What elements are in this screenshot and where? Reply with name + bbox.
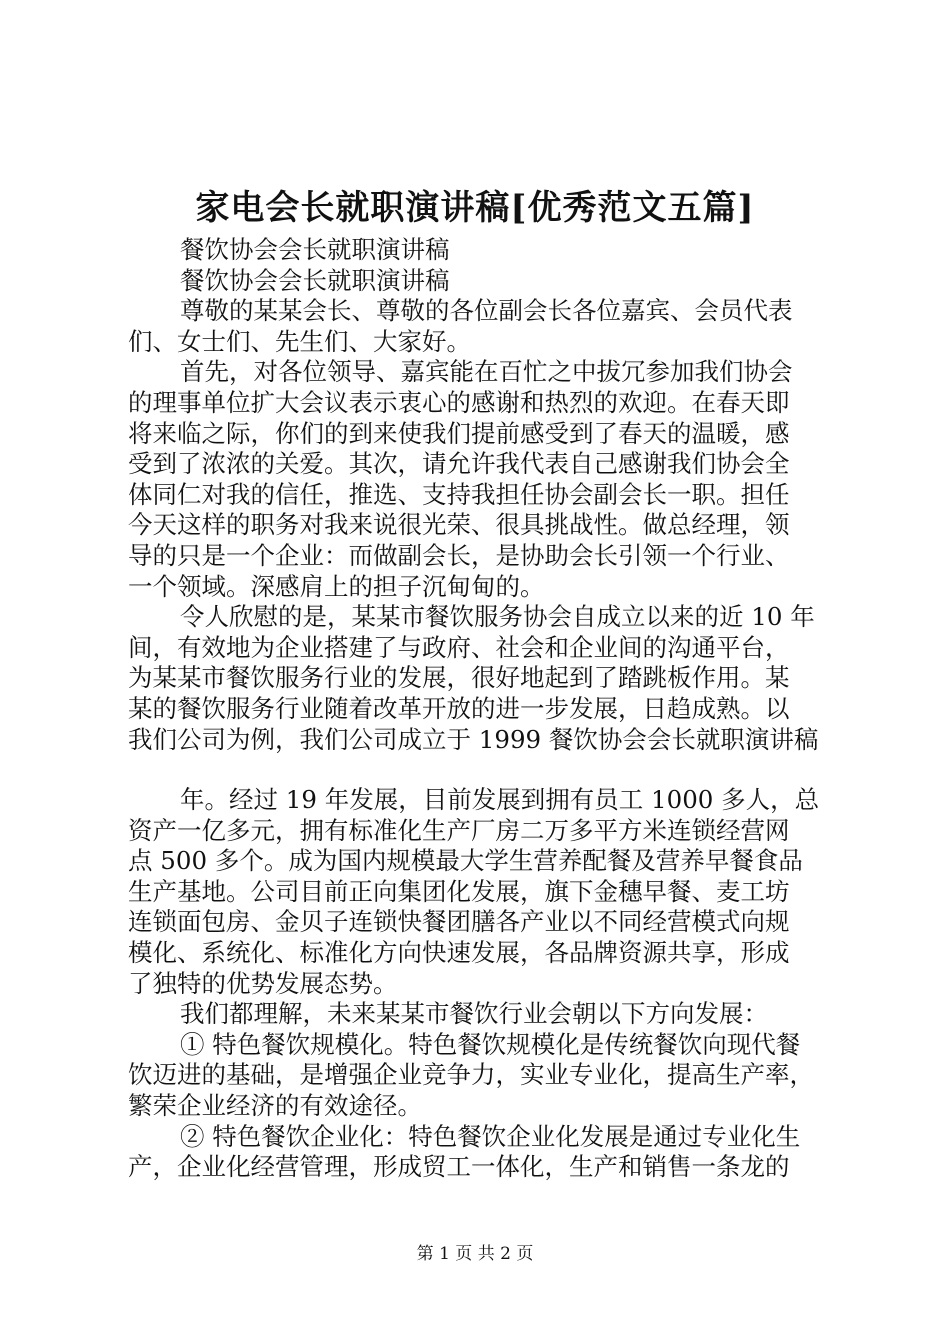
- text-line: 繁荣企业经济的有效途径。: [128, 1090, 422, 1120]
- text-line: 尊敬的某某会长、尊敬的各位副会长各位嘉宾、会员代表: [180, 296, 793, 326]
- text-line: 我们公司为例，我们公司成立于 1999 餐饮协会会长就职演讲稿: [128, 724, 819, 754]
- text-line: 模化、系统化、标准化方向快速发展，各品牌资源共享，形成: [128, 937, 790, 967]
- text-line: 产，企业化经营管理，形成贸工一体化，生产和销售一条龙的: [128, 1152, 790, 1182]
- text-line: 令人欣慰的是，某某市餐饮服务协会自成立以来的近 10 年: [180, 602, 815, 632]
- text-line: 导的只是一个企业：而做副会长，是协助会长引领一个行业、: [128, 540, 790, 570]
- text-line: 餐饮协会会长就职演讲稿: [180, 235, 450, 264]
- text-line: 了独特的优势发展态势。: [128, 968, 398, 998]
- text-line: 一个领域。深感肩上的担子沉甸甸的。: [128, 571, 545, 601]
- document-title: 家电会长就职演讲稿[优秀范文五篇]: [195, 188, 755, 228]
- body-text-block-2: [128, 785, 828, 1183]
- text-line: 首先，对各位领导、嘉宾能在百忙之中拔冗参加我们协会: [180, 357, 793, 387]
- text-line: 受到了浓浓的关爱。其次，请允许我代表自己感谢我们协会全: [128, 449, 790, 479]
- text-line: 连锁面包房、金贝子连锁快餐团膳各产业以不同经营模式向规: [128, 907, 790, 937]
- page-number-footer: 第 1 页 共 2 页: [416, 1244, 534, 1264]
- text-line: 生产基地。公司目前正向集团化发展，旗下金穗早餐、麦工坊: [128, 876, 790, 906]
- text-line: 间，有效地为企业搭建了与政府、社会和企业间的沟通平台，: [128, 632, 790, 662]
- text-line: 饮迈进的基础，是增强企业竞争力，实业专业化，提高生产率，: [128, 1060, 814, 1090]
- text-line: 们、女士们、先生们、大家好。: [128, 326, 471, 356]
- text-line: 体同仁对我的信任，推选、支持我担任协会副会长一职。担任: [128, 479, 790, 509]
- text-line: 某的餐饮服务行业随着改革开放的进一步发展，日趋成熟。以: [128, 693, 790, 723]
- text-line: 资产一亿多元，拥有标准化生产厂房二万多平方米连锁经营网: [128, 815, 790, 845]
- text-line: 为某某市餐饮服务行业的发展，很好地起到了踏跳板作用。某: [128, 663, 790, 693]
- text-line: 的理事单位扩大会议表示衷心的感谢和热烈的欢迎。在春天即: [128, 387, 790, 417]
- text-line: 年。经过 19 年发展，目前发展到拥有员工 1000 多人，总: [180, 785, 820, 814]
- text-line: 我们都理解，未来某某市餐饮行业会朝以下方向发展：: [180, 999, 768, 1029]
- text-line: 点 500 多个。成为国内规模最大学生营养配餐及营养早餐食品: [128, 846, 803, 876]
- text-line: ② 特色餐饮企业化：特色餐饮企业化发展是通过专业化生: [180, 1121, 801, 1151]
- text-line: 餐饮协会会长就职演讲稿: [180, 265, 450, 295]
- body-text-block-1: [128, 235, 828, 755]
- text-line: 今天这样的职务对我来说很光荣、很具挑战性。做总经理，领: [128, 510, 790, 540]
- text-line: 将来临之际，你们的到来使我们提前感受到了春天的温暖，感: [128, 418, 790, 448]
- text-line: ① 特色餐饮规模化。特色餐饮规模化是传统餐饮向现代餐: [180, 1029, 801, 1059]
